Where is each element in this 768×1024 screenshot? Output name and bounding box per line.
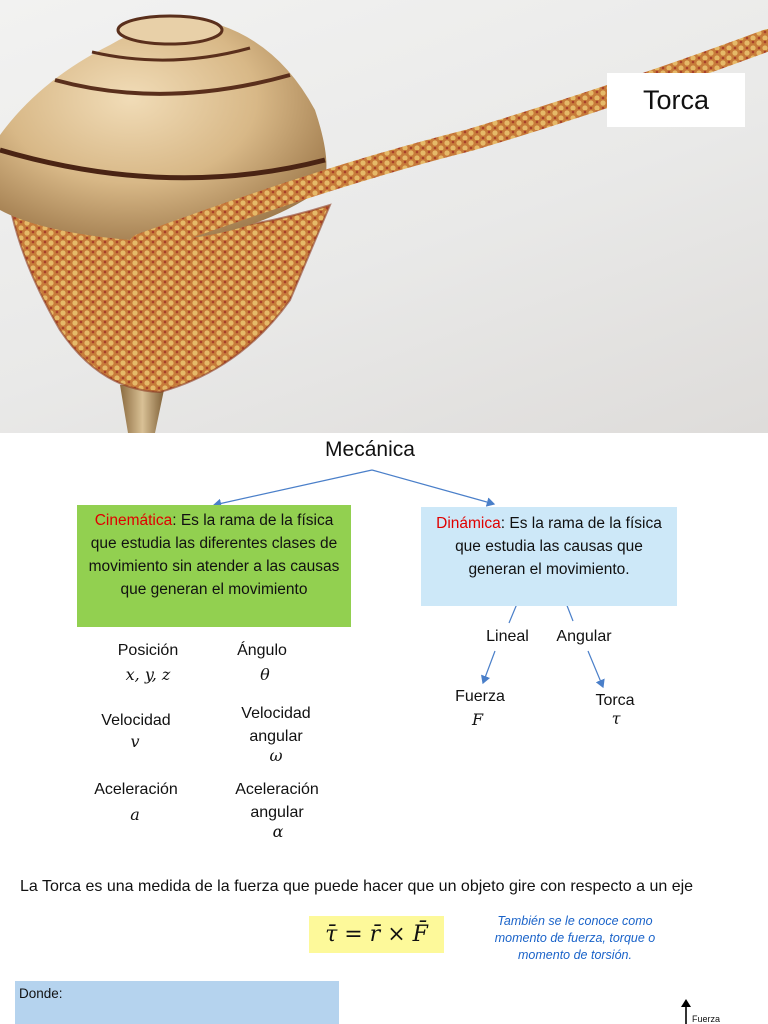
- arrow-to-dinamica: [372, 470, 494, 504]
- torca-label: Torca: [595, 692, 635, 709]
- force-arrow-label: Fuerza: [692, 1014, 721, 1024]
- dinamica-term: Dinámica: [436, 515, 501, 532]
- cinematica-definition: : Es la rama de la física que estudia las diferentes clases de movimiento sin atender a las causas que generan el movimiento: [88, 512, 340, 598]
- angulo-symbol: θ: [260, 665, 270, 684]
- velocidad-angular-label-1: Velocidad: [241, 705, 311, 722]
- donde-box: [15, 981, 339, 1024]
- torca-symbol: τ: [611, 709, 621, 728]
- velocidad-label: Velocidad: [101, 712, 171, 729]
- alternate-names-note: También se le conoce como momento de fuerza, torque o momento de torsión.: [494, 914, 656, 962]
- donde-label: Donde:: [19, 986, 63, 1001]
- velocidad-angular-label-2: angular: [249, 728, 303, 745]
- aceleracion-angular-label-1: Aceleración: [235, 781, 319, 798]
- diagram-root-mecanica: Mecánica: [325, 438, 415, 461]
- fuerza-label: Fuerza: [455, 688, 505, 705]
- aceleracion-label: Aceleración: [94, 781, 178, 798]
- hero-image: [0, 0, 768, 433]
- velocidad-symbol: v: [130, 732, 140, 751]
- posicion-label: Posición: [117, 642, 179, 659]
- slide-title: Torca: [607, 73, 745, 127]
- aceleracion-angular-symbol: α: [272, 822, 284, 841]
- spinning-top-illustration: [0, 0, 768, 433]
- arrow-to-fuerza: [483, 651, 495, 683]
- velocidad-angular-symbol: ω: [269, 746, 283, 765]
- cinematica-term: Cinemática: [94, 512, 173, 529]
- arrow-to-cinematica: [214, 470, 372, 505]
- aceleracion-angular-label-2: angular: [250, 804, 304, 821]
- lineal-label: Lineal: [486, 628, 529, 645]
- torque-equation: τ̄ = r̄ × F̄: [309, 916, 444, 953]
- torca-definition: La Torca es una medida de la fuerza que puede hacer que un objeto gire con respecto a un eje: [20, 878, 694, 895]
- fuerza-symbol: F: [471, 710, 484, 729]
- aceleracion-symbol: a: [130, 805, 140, 824]
- dinamica-box: [421, 507, 677, 606]
- angular-label: Angular: [556, 628, 612, 645]
- arrow-to-torca: [588, 651, 603, 687]
- posicion-symbol: x, y, z: [125, 665, 171, 684]
- angulo-label: Ángulo: [237, 642, 287, 659]
- dinamica-definition: : Es la rama de la física que estudia las causas que generan el movimiento.: [455, 515, 662, 578]
- cinematica-box: [77, 505, 351, 627]
